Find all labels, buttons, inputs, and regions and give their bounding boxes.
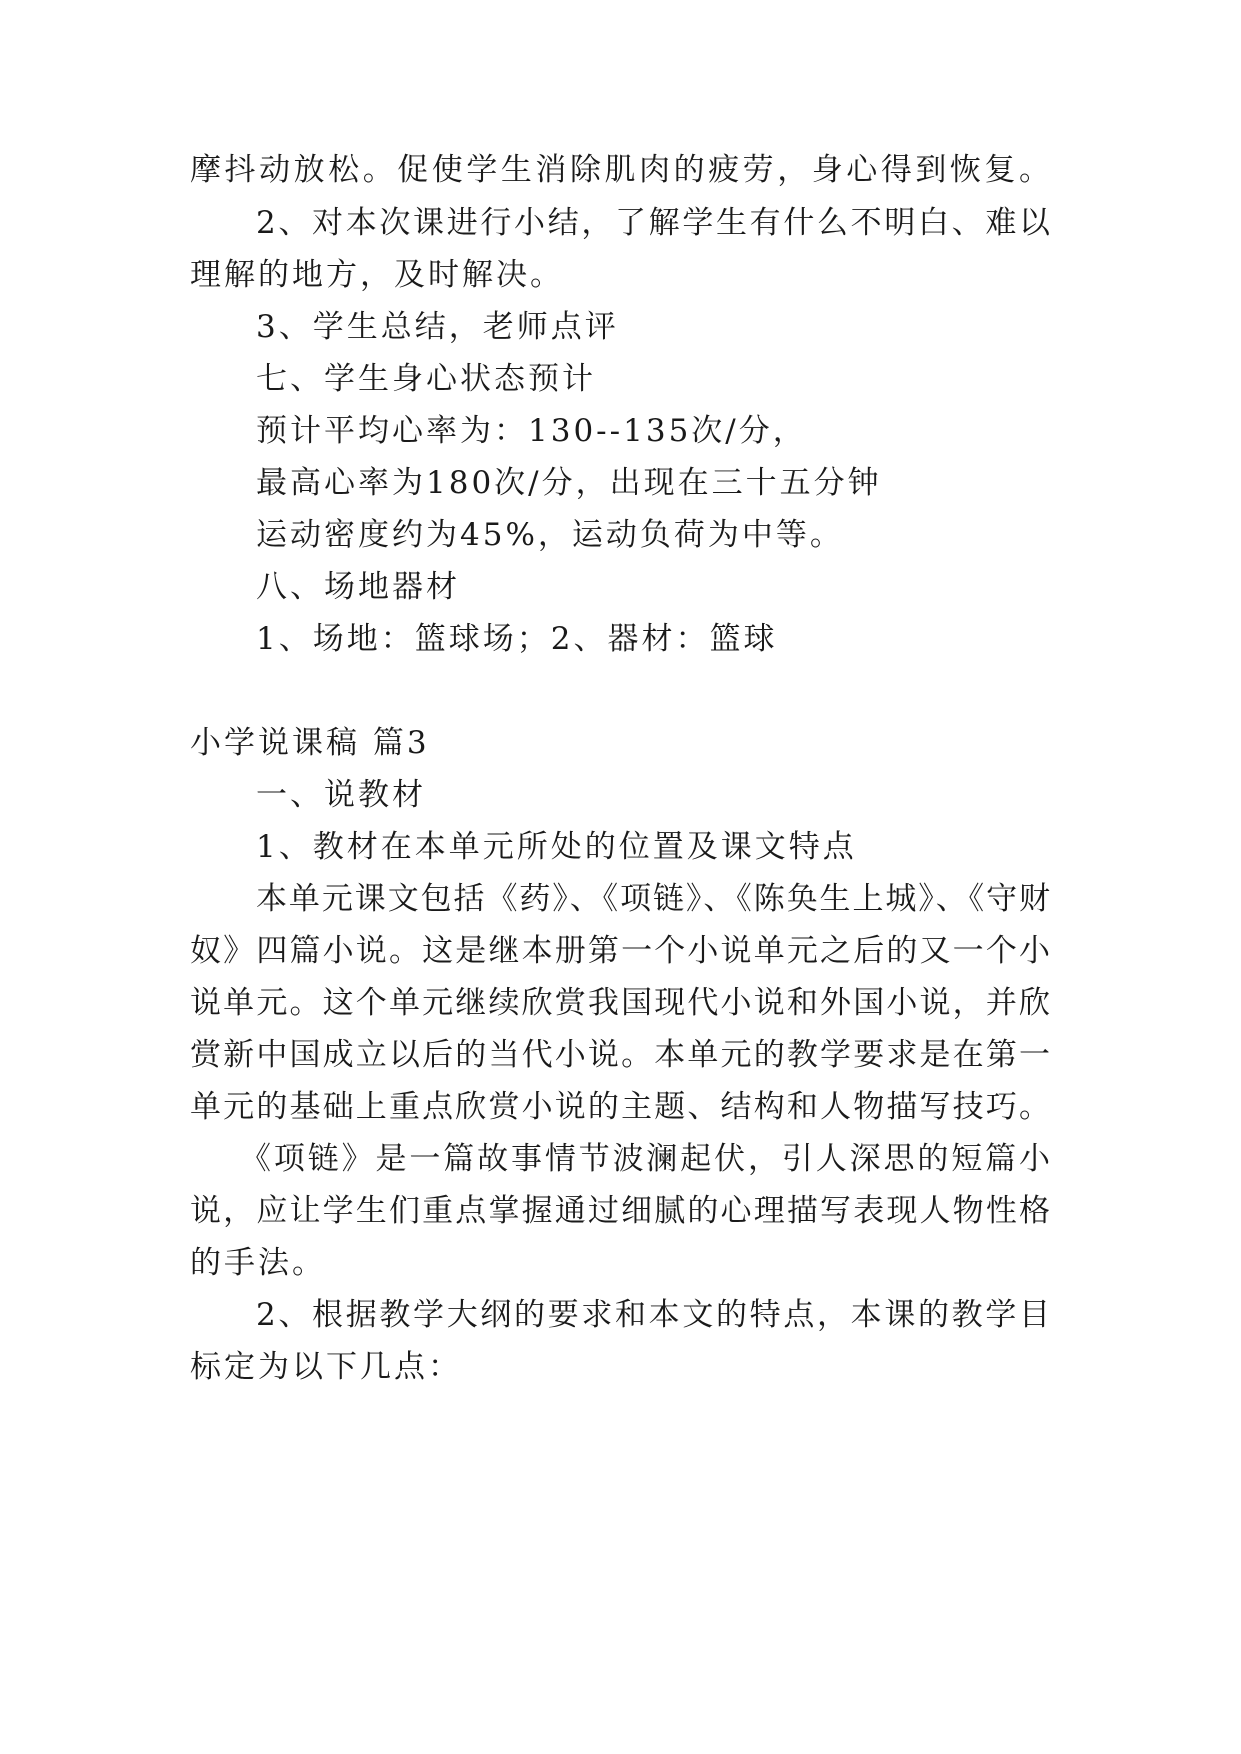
paragraph-line: 摩抖动放松。促使学生消除肌肉的疲劳，身心得到恢复。 <box>190 152 1050 188</box>
paragraph-line: 1、场地：篮球场；2、器材：篮球 <box>256 621 778 657</box>
paragraph-line: 说单元。这个单元继续欣赏我国现代小说和外国小说，并欣 <box>190 985 1050 1021</box>
paragraph-line: 2、对本次课进行小结，了解学生有什么不明白、难以 <box>256 205 1050 241</box>
paragraph-line: 运动密度约为45%，运动负荷为中等。 <box>256 517 844 553</box>
paragraph-line: 本单元课文包括《药》、《项链》、《陈奂生上城》、《守财 <box>256 881 1050 917</box>
paragraph-line: 标定为以下几点： <box>190 1349 462 1385</box>
paragraph-line: 1、教材在本单元所处的位置及课文特点 <box>256 829 857 865</box>
paragraph-line: 的手法。 <box>190 1245 326 1281</box>
paragraph-line: 理解的地方，及时解决。 <box>190 257 564 293</box>
paragraph-line: 预计平均心率为：130--135次/分， <box>256 413 807 449</box>
paragraph-line: 单元的基础上重点欣赏小说的主题、结构和人物描写技巧。 <box>190 1089 1050 1125</box>
section-heading: 八、场地器材 <box>256 569 460 605</box>
section-heading: 七、学生身心状态预计 <box>256 361 596 397</box>
paragraph-line: 3、学生总结，老师点评 <box>256 309 619 345</box>
article-title: 小学说课稿 篇3 <box>190 725 430 761</box>
paragraph-line: 《项链》是一篇故事情节波澜起伏，引人深思的短篇小 <box>240 1141 1050 1177</box>
section-heading: 一、说教材 <box>256 777 426 813</box>
paragraph-line: 说，应让学生们重点掌握通过细腻的心理描写表现人物性格 <box>190 1193 1050 1229</box>
paragraph-line: 奴》四篇小说。这是继本册第一个小说单元之后的又一个小 <box>190 933 1050 969</box>
paragraph-line: 2、根据教学大纲的要求和本文的特点，本课的教学目 <box>256 1297 1050 1333</box>
paragraph-line: 赏新中国成立以后的当代小说。本单元的教学要求是在第一 <box>190 1037 1050 1073</box>
paragraph-line: 最高心率为180次/分，出现在三十五分钟 <box>256 465 882 501</box>
